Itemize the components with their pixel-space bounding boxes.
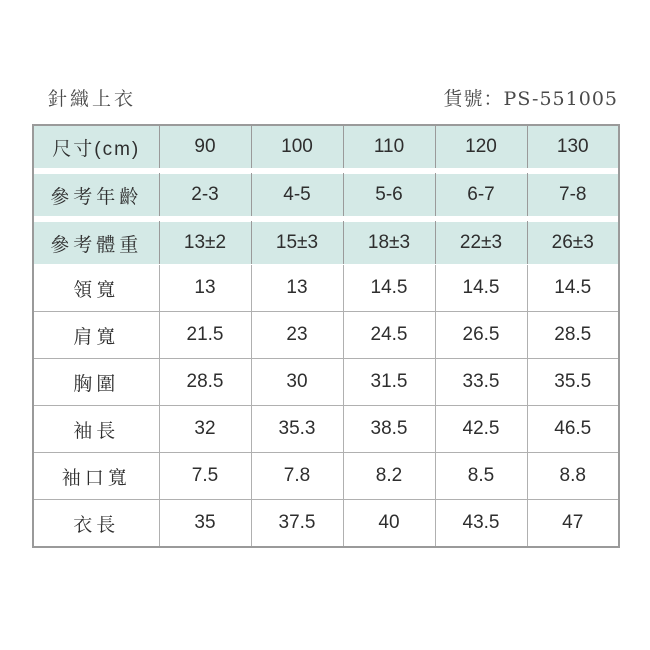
table-row bbox=[33, 453, 619, 500]
table-cell: 35 bbox=[159, 500, 251, 548]
table-cell: 47 bbox=[527, 500, 619, 548]
table-cell: 13 bbox=[159, 265, 251, 312]
table-cell: 31.5 bbox=[343, 359, 435, 406]
table-cell: 6-7 bbox=[435, 174, 527, 217]
table-cell: 35.3 bbox=[251, 406, 343, 453]
table-cell: 90 bbox=[159, 125, 251, 169]
page-header bbox=[32, 84, 618, 114]
table-cell: 7.5 bbox=[159, 453, 251, 500]
table-cell: 42.5 bbox=[435, 406, 527, 453]
table-cell: 8.5 bbox=[435, 453, 527, 500]
table-cell: 28.5 bbox=[159, 359, 251, 406]
table-cell: 110 bbox=[343, 125, 435, 169]
table-cell: 21.5 bbox=[159, 312, 251, 359]
table-cell: 26.5 bbox=[435, 312, 527, 359]
table-cell: 24.5 bbox=[343, 312, 435, 359]
table-cell: 40 bbox=[343, 500, 435, 548]
table-cell: 4-5 bbox=[251, 174, 343, 217]
row-label: 領寬 bbox=[33, 265, 159, 312]
row-label-weight: 參考體重 bbox=[33, 222, 159, 265]
table-cell: 30 bbox=[251, 359, 343, 406]
table-cell: 8.8 bbox=[527, 453, 619, 500]
size-row bbox=[33, 125, 619, 169]
table-cell: 130 bbox=[527, 125, 619, 169]
row-label: 衣長 bbox=[33, 500, 159, 548]
table-cell: 14.5 bbox=[343, 265, 435, 312]
table-row bbox=[33, 265, 619, 312]
table-cell: 7-8 bbox=[527, 174, 619, 217]
table-row bbox=[33, 500, 619, 548]
row-label: 胸圍 bbox=[33, 359, 159, 406]
table-cell: 15±3 bbox=[251, 222, 343, 265]
table-cell: 100 bbox=[251, 125, 343, 169]
table-row bbox=[33, 359, 619, 406]
table-cell: 35.5 bbox=[527, 359, 619, 406]
table-cell: 33.5 bbox=[435, 359, 527, 406]
table-cell: 5-6 bbox=[343, 174, 435, 217]
table-row bbox=[33, 312, 619, 359]
table-cell: 14.5 bbox=[435, 265, 527, 312]
weight-row bbox=[33, 222, 619, 265]
product-code: 貨號：PS-551005 bbox=[443, 88, 618, 110]
row-label-size: 尺寸(cm) bbox=[33, 125, 159, 169]
table-cell: 18±3 bbox=[343, 222, 435, 265]
table-cell: 46.5 bbox=[527, 406, 619, 453]
row-label: 肩寬 bbox=[33, 312, 159, 359]
table-cell: 43.5 bbox=[435, 500, 527, 548]
row-label-age: 參考年齡 bbox=[33, 174, 159, 217]
table-cell: 37.5 bbox=[251, 500, 343, 548]
size-chart-table bbox=[32, 124, 620, 548]
product-title: 針織上衣 bbox=[48, 88, 137, 110]
table-cell: 22±3 bbox=[435, 222, 527, 265]
table-cell: 13 bbox=[251, 265, 343, 312]
table-cell: 2-3 bbox=[159, 174, 251, 217]
table-cell: 38.5 bbox=[343, 406, 435, 453]
table-cell: 7.8 bbox=[251, 453, 343, 500]
age-row bbox=[33, 174, 619, 217]
table-cell: 13±2 bbox=[159, 222, 251, 265]
table-cell: 120 bbox=[435, 125, 527, 169]
table-cell: 28.5 bbox=[527, 312, 619, 359]
table-row bbox=[33, 406, 619, 453]
row-label: 袖長 bbox=[33, 406, 159, 453]
table-cell: 26±3 bbox=[527, 222, 619, 265]
table-cell: 32 bbox=[159, 406, 251, 453]
table-cell: 23 bbox=[251, 312, 343, 359]
row-label: 袖口寬 bbox=[33, 453, 159, 500]
table-cell: 14.5 bbox=[527, 265, 619, 312]
table-cell: 8.2 bbox=[343, 453, 435, 500]
